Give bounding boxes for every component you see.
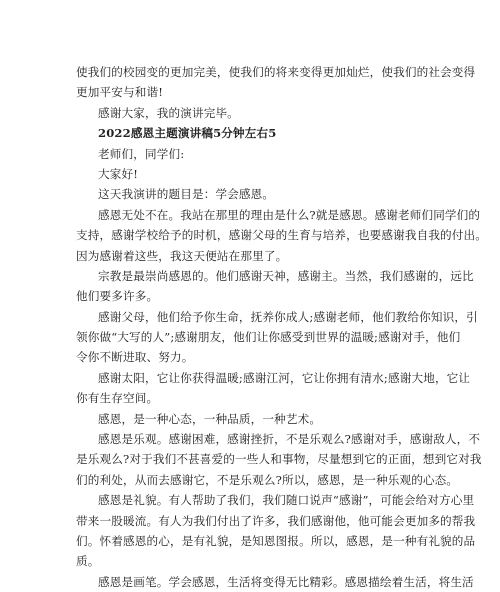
document-body xyxy=(76,62,488,592)
text-line: 感谢大家，我的演讲完毕。 xyxy=(98,105,239,120)
text-line: 你有生存空间。 xyxy=(76,391,159,406)
text-line: 支持，感谢学校给予的时机，感谢父母的生育与培养，也要感谢我自我的付出。 xyxy=(76,228,488,243)
text-line: 感恩是礼貌。有人帮助了我们，我们随口说声“感谢”，可能会给对方心里 xyxy=(98,493,475,508)
text-line: 更加平安与和谐! xyxy=(76,85,164,100)
text-line: 他们要多许多。 xyxy=(76,289,159,304)
text-line: 感恩是乐观。感谢困难，感谢挫折，不是乐观么?感谢对手，感谢敌人，不 xyxy=(98,432,481,447)
text-line: 宗教是最崇尚感恩的。他们感谢天神，感谢主。当然，我们感谢的，远比 xyxy=(98,268,474,283)
text-line: 感恩是画笔。学会感恩，生活将变得无比精彩。感恩描绘着生活，将生活 xyxy=(98,574,474,589)
text-line: 大家好! xyxy=(98,166,139,181)
text-line: 们。怀着感恩的心，是有礼貌，是知恩图报。所以，感恩，是一种有礼貌的品 xyxy=(76,533,476,548)
text-line: 这天我演讲的题目是：学会感恩。 xyxy=(98,187,275,202)
text-line: 使我们的校园变的更加完美，使我们的将来变得更加灿烂，使我们的社会变得 xyxy=(76,65,476,79)
text-line: 令你不断进取、努力。 xyxy=(76,350,194,365)
text-line: 质。 xyxy=(76,554,100,569)
text-line: 老师们，同学们: xyxy=(98,146,185,161)
text-line: 领你做“大写的人”;感谢朋友，他们让你感受到世界的温暖;感谢对手，他们 xyxy=(76,330,461,345)
text-line: 感谢太阳，它让你获得温暖;感谢江河，它让你拥有清水;感谢大地，它让 xyxy=(98,370,471,385)
text-line: 因为感谢着这些，我这天便站在那里了。 xyxy=(76,248,288,263)
text-line: 感恩，是一种心态，一种品质，一种艺术。 xyxy=(98,411,322,426)
text-line: 感恩无处不在。我站在那里的理由是什么?就是感恩。感谢老师们同学们的 xyxy=(98,207,481,222)
text-line: 们的利处，从而去感谢它，不是乐观么?所以，感恩，是一种乐观的心态。 xyxy=(76,472,459,487)
text-line: 感谢父母，他们给予你生命，抚养你成人;感谢老师，他们教给你知识，引 xyxy=(98,309,478,324)
text-line: 是乐观么?对于我们不甚喜爱的一些人和事物，尽量想到它的正面，想到它对我 xyxy=(76,452,482,467)
text-line: 带来一股暖流。有人为我们付出了许多，我们感谢他，他可能会更加多的帮我 xyxy=(76,513,476,528)
section-heading: 2022感恩主题演讲稿5分钟左右5 xyxy=(98,126,277,141)
